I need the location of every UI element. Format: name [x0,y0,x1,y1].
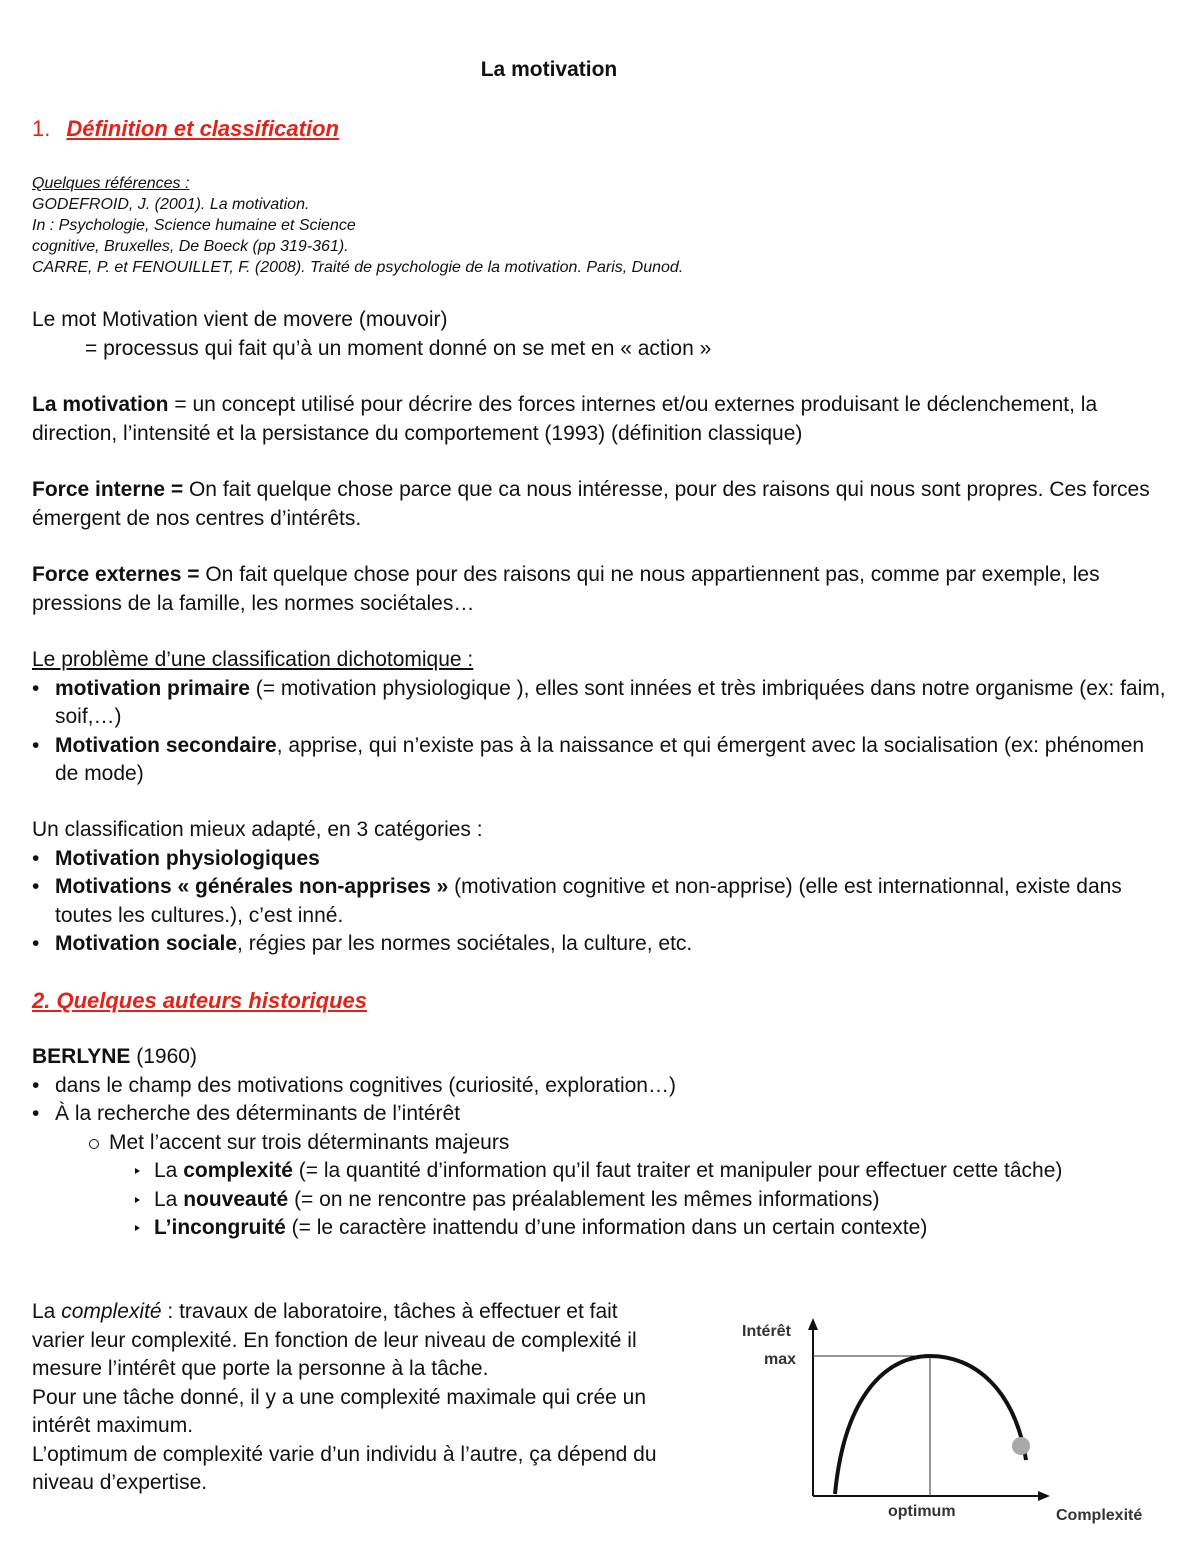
y-axis-label: Intérêt [742,1323,791,1340]
list-item-text: (= motivation physiologique ), elles sont innées et très imbriquées dans notre organisme (ex: faim, soif,…) [55,676,1166,728]
list-item-text: , apprise, qui n’existe pas à la naissance et qui émergent avec la socialisation (ex: phénomen de mode) [55,733,1145,785]
complexity-line: L’optimum de complexité varie d’un individu à l’autre, ça dépend du niveau d’expertise. [32,1442,657,1494]
list-item [32,732,1172,789]
force-interne-term: Force interne = [32,478,184,501]
definition-paragraph [32,391,1172,448]
complexity-term: complexité [61,1300,162,1323]
complexity-text: : travaux de laboratoire, tâches à effectuer et fait varier leur complexité. En fonction de leur niveau de complexité il mesure l’intérêt que porte la personne à la tâche. [32,1300,637,1380]
page-title: La motivation [480,58,618,81]
determinant-term: L’incongruité [154,1216,286,1239]
berlyne-section [32,1043,1172,1243]
dichotomy-section [32,646,1172,789]
reference-line: In : Psychologie, Science humaine et Science [32,217,356,234]
determinant-text: (= la quantité d’information qu’il faut traiter et manipuler pour effectuer cette tâche) [292,1159,1063,1182]
dichotomy-list [32,675,1172,789]
etymology-definition: = processus qui fait qu’à un moment donné on se met en « action » [85,336,712,360]
determinant-term: complexité [183,1159,293,1182]
x-tick-label-optimum: optimum [888,1503,956,1520]
section-1-number: 1. [32,116,51,141]
list-item [32,675,1172,732]
force-externe-term: Force externes = [32,563,200,586]
interest-complexity-chart [730,1310,1170,1530]
berlyne-subitem: Met l’accent sur trois déterminants majeurs [32,1129,1172,1158]
list-item-text: , régies par les normes sociétales, la culture, etc. [237,932,693,955]
classification-section [32,816,1172,959]
determinant-prefix: La [154,1159,184,1182]
determinant-text: (= on ne rencontre pas préalablement les mêmes informations) [288,1187,880,1211]
list-item-text: (motivation cognitive et non-apprise) (elle est internationnal, existe dans toutes les cultures.), c’est inné. [55,875,1122,927]
classification-intro: Un classification mieux adapté, en 3 catégories : [32,818,483,841]
x-axis-label: Complexité [1056,1507,1143,1524]
chart-svg [730,1310,1170,1530]
dichotomy-heading: Le problème d’une classification dichotomique : [32,648,474,671]
references-label: Quelques références : [32,175,190,192]
list-item [32,930,1172,959]
complexity-line: Pour une tâche donné, il y a une complexité maximale qui crée un intérêt maximum. [32,1385,647,1437]
section-1-title: Définition et classification [66,116,339,141]
force-interne-text: On fait quelque chose parce que ca nous intéresse, pour des raisons qui nous sont propres. Ces forces émergent de nos centres d’intérêts. [32,478,1150,530]
reference-line: cognitive, Bruxelles, De Boeck (pp 319-361). [32,238,349,255]
complexity-paragraph [32,1298,672,1498]
berlyne-year: (1960) [130,1045,197,1068]
berlyne-list [32,1072,1172,1129]
reference-line: CARRE, P. et FENOUILLET, F. (2008). Traité de psychologie de la motivation. Paris, Dunod. [32,259,684,276]
complexity-prefix: La [32,1300,62,1323]
x-axis-arrow [1038,1491,1050,1501]
determinant-item [32,1214,1172,1243]
berlyne-heading [32,1043,1172,1072]
list-item-term: Motivation secondaire [55,733,277,757]
force-externe-paragraph [32,561,1172,618]
reference-line: GODEFROID, J. (2001). La motivation. [32,196,310,213]
classification-list [32,845,1172,959]
determinant-text: (= le caractère inattendu d’une information dans un certain contexte) [285,1216,928,1239]
list-item: • À la recherche des déterminants de l’intérêt [32,1100,1172,1129]
references [32,173,683,278]
etymology-line: Le mot Motivation vient de movere (mouvoir) [32,308,448,331]
determinant-item [32,1186,1172,1215]
list-item-term: Motivations « générales non-apprises » [55,875,449,898]
complexity-line [32,1298,672,1384]
determinant-prefix: La [154,1187,184,1211]
determinant-item [32,1157,1172,1186]
list-item [32,873,1172,930]
list-item-term: Motivation sociale [55,932,238,955]
curve-end-marker [1012,1437,1030,1455]
section-2-heading: 2. Quelques auteurs historiques [32,988,367,1013]
definition-text: = un concept utilisé pour décrire des forces internes et/ou externes produisant le déclenchement, la direction, l’intensité et la persistance du comportement (1993) (définition classique) [32,393,1098,445]
berlyne-name: BERLYNE [32,1045,131,1068]
y-axis-arrow [808,1318,818,1330]
force-interne-paragraph [32,476,1172,533]
list-item: • dans le champ des motivations cognitives (curiosité, exploration…) [32,1072,1172,1101]
etymology [32,306,1172,363]
y-tick-label-max: max [764,1351,797,1368]
section-1-heading [32,116,339,142]
list-item-term: Motivation physiologiques [55,846,320,870]
definition-term: La motivation [32,393,169,416]
force-externe-text: On fait quelque chose pour des raisons qui ne nous appartiennent pas, comme par exemple, les pressions de la famille, les normes sociétales… [32,563,1100,615]
list-item-term: motivation primaire [55,676,250,700]
list-item [32,845,1172,874]
determinant-term: nouveauté [183,1187,289,1211]
